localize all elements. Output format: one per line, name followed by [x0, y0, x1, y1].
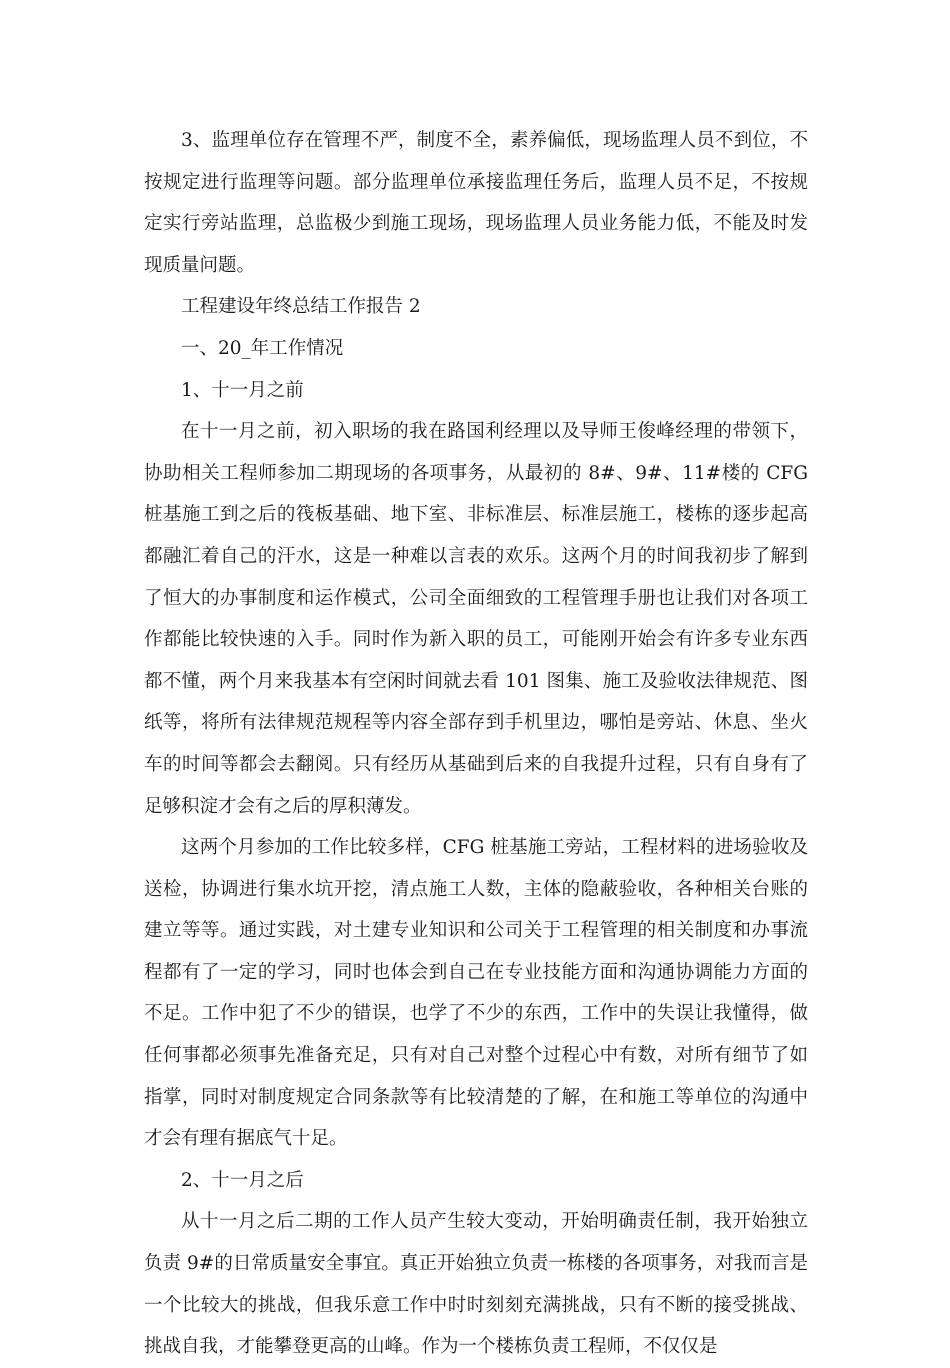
- document-page: [144, 120, 808, 1368]
- report-title: 工程建设年终总结工作报告 2: [181, 296, 421, 318]
- paragraph-before-november: 在十一月之前，初入职场的我在路国利经理以及导师王俊峰经理的带领下，协助相关工程师参加二期现场的各项事务，从最初的 8#、9#、11#楼的 CFG 桩基施工到之后的筏板基础、地下室、非标准层、标准层施工，楼栋的逐步起高都融汇着自己的汗水，这是一种难以言表的欢乐。这两个月的时间我初步了解到了恒大的办事制度和运作模式，公司全面细致的工程管理手册也让我们对各项工作都能比较快速的入手。同时作为新入职的员工，可能刚开始会有许多专业东西都不懂，两个月来我基本有空闲时间就去看 101 图集、施工及验收法律规范、图纸等，将所有法律规范规程等内容全部存到手机里边，哪怕是旁站、休息、坐火车的时间等都会去翻阅。只有经历从基础到后来的自我提升过程，只有自身有了足够积淀才会有之后的厚积薄发。: [144, 421, 808, 817]
- paragraph-after-november: 从十一月之后二期的工作人员产生较大变动，开始明确责任制，我开始独立负责 9#的日常质量安全事宜。真正开始独立负责一栋楼的各项事务，对我而言是一个比较大的挑战，但我乐意工作中时时刻刻充满挑战，只有不断的接受挑战、挑战自我，才能攀登更高的山峰。作为一个楼栋负责工程师，不仅仅是: [144, 1211, 808, 1358]
- subsection-heading-after-november: 2、十一月之后: [181, 1169, 304, 1191]
- paragraph-work-variety: 这两个月参加的工作比较多样，CFG 桩基施工旁站，工程材料的进场验收及送检，协调进行集水坑开挖，清点施工人数，主体的隐蔽验收，各种相关台账的建立等等。通过实践，对土建专业知识和公司关于工程管理的相关制度和办事流程都有了一定的学习，同时也体会到自己在专业技能方面和沟通协调能力方面的不足。工作中犯了不少的错误，也学了不少的东西，工作中的失误让我懂得，做任何事都必须事先准备充足，只有对自己对整个过程心中有数，对所有细节了如指掌，同时对制度规定合同条款等有比较清楚的了解，在和施工等单位的沟通中才会有理有据底气十足。: [144, 837, 808, 1150]
- section-heading-work-status: 一、20_年工作情况: [181, 337, 344, 359]
- subsection-heading-before-november: 1、十一月之前: [181, 379, 304, 401]
- paragraph-supervision-issues: 3、监理单位存在管理不严，制度不全，素养偏低，现场监理人员不到位，不按规定进行监理等问题。部分监理单位承接监理任务后，监理人员不足，不按规定实行旁站监理，总监极少到施工现场，现场监理人员业务能力低，不能及时发现质量问题。: [144, 130, 808, 276]
